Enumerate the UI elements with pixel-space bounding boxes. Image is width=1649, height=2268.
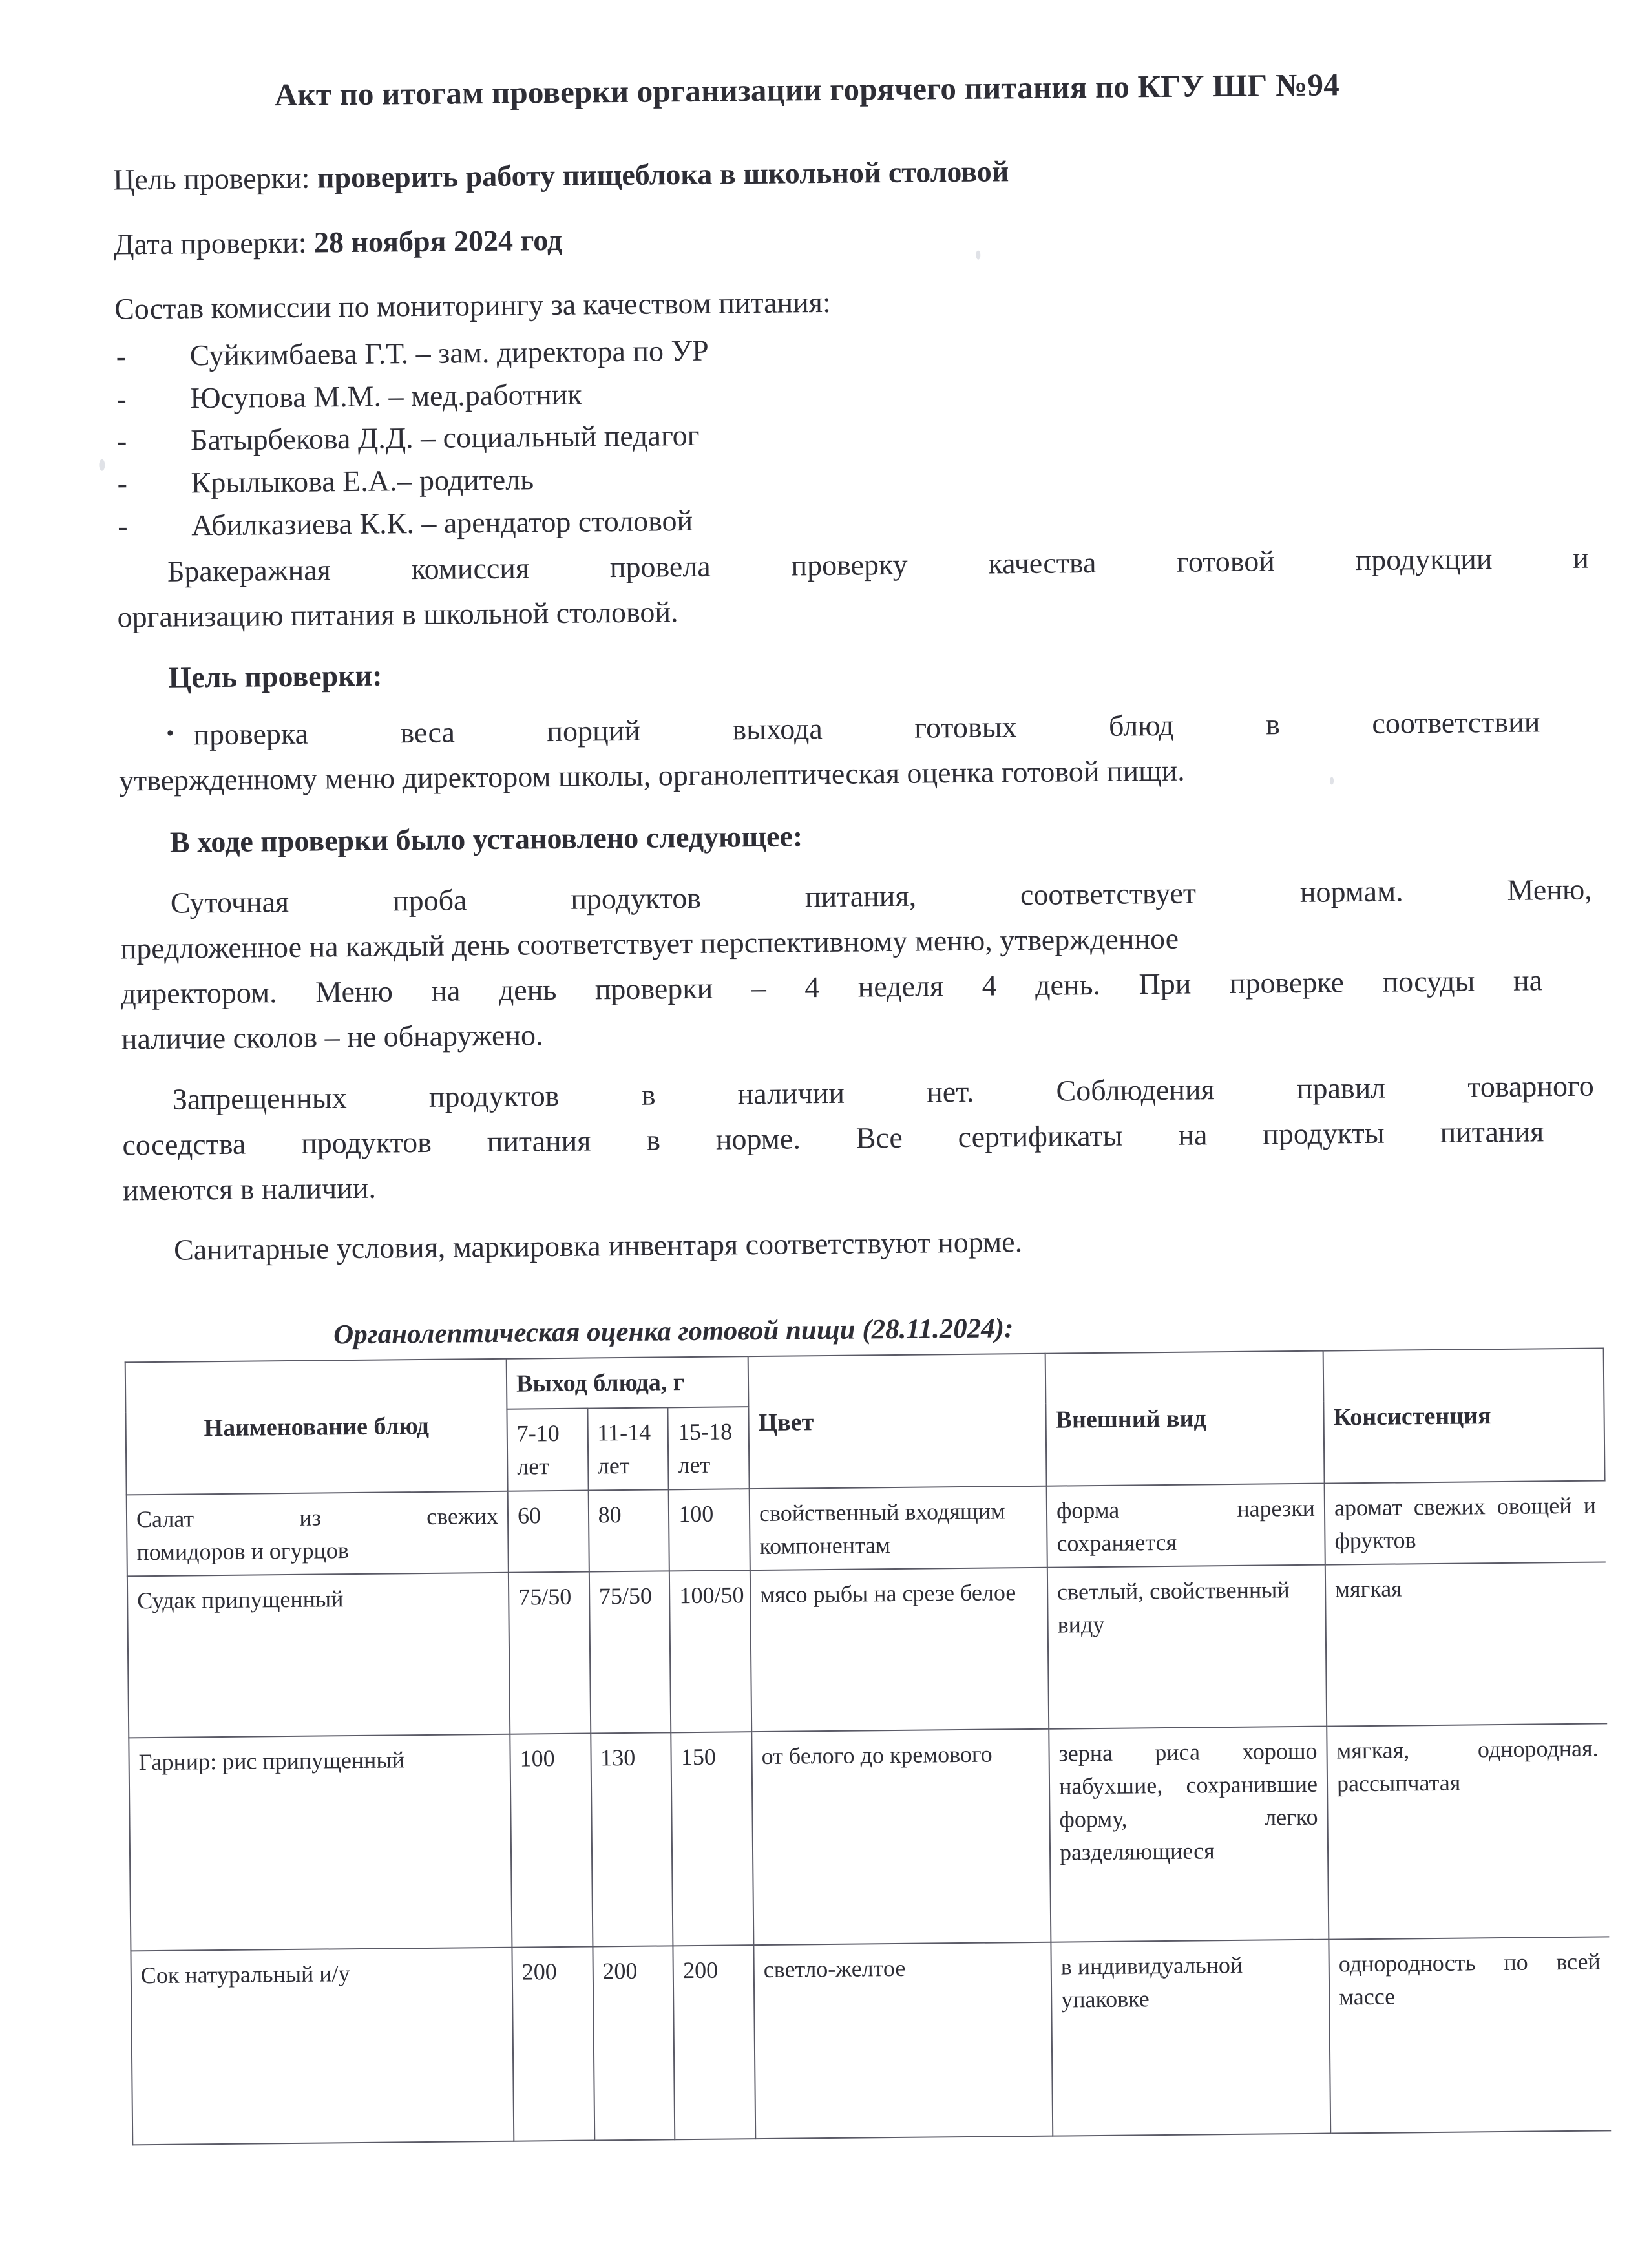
- commission-member: Батырбекова Д.Д. – социальный педагог: [190, 419, 700, 457]
- cell-age-7-10: 60: [508, 1490, 589, 1572]
- cell-color: от белого до кремового: [751, 1729, 1051, 1945]
- word: Все: [856, 1120, 903, 1155]
- word: неделя: [857, 969, 944, 1003]
- word: веса: [400, 715, 456, 750]
- word: Меню,: [1507, 872, 1592, 907]
- word: на: [431, 974, 461, 1007]
- dash-bullet-icon: -: [118, 509, 128, 543]
- th-age-11-14: 11-14 лет: [587, 1408, 669, 1490]
- dash-bullet-icon: -: [116, 424, 127, 457]
- cell-age-7-10: 75/50: [509, 1571, 591, 1734]
- word: порций: [547, 714, 641, 748]
- p1-line-2: предложенное на каждый день соответствует перспективному меню, утвержденное: [120, 921, 1179, 965]
- word: норме.: [715, 1122, 801, 1156]
- dash-bullet-icon: -: [117, 467, 128, 500]
- list-item: [118, 700, 1540, 804]
- commission-member: Юсупова М.М. – мед.работник: [190, 377, 582, 414]
- word: проба: [392, 883, 467, 918]
- word: При: [1139, 967, 1192, 1001]
- word: Соблюдения: [1056, 1072, 1215, 1108]
- table-row: [129, 1723, 1609, 1951]
- word: комиссия: [411, 551, 530, 585]
- table-row: [127, 1480, 1606, 1576]
- cell-appearance: светлый, свойственный виду: [1047, 1564, 1327, 1728]
- findings-heading: В ходе проверки было установлено следующее:: [169, 819, 803, 859]
- dish-name-line-2: помидоров и огурцов: [136, 1537, 349, 1565]
- word: питания,: [804, 879, 917, 914]
- word: на: [1178, 1118, 1208, 1151]
- cell-age-11-14: 75/50: [589, 1571, 671, 1733]
- th-output-group: Выход блюда, г: [507, 1357, 749, 1410]
- word: день: [498, 972, 557, 1007]
- p1-line-4: наличие сколов – не обнаружено.: [121, 1018, 543, 1056]
- word: в: [646, 1123, 661, 1157]
- cell-age-11-14: 200: [593, 1946, 675, 2140]
- word: соседства: [122, 1127, 246, 1162]
- table-row: [131, 1937, 1611, 2145]
- commission-member: Абилказиева К.К. – арендатор столовой: [191, 503, 693, 542]
- word: день.: [1035, 967, 1101, 1002]
- word: продукты: [1262, 1116, 1385, 1151]
- th-appearance: Внешний вид: [1045, 1351, 1325, 1486]
- intro-paragraph: [117, 536, 1590, 640]
- dish-name-line-1: [136, 1499, 498, 1535]
- date-value: 28 ноября 2024 год: [313, 223, 563, 259]
- word: свежих: [426, 1502, 499, 1529]
- th-age-15-18: 15-18 лет: [668, 1407, 750, 1489]
- word: нормам.: [1299, 874, 1403, 909]
- word: 4: [804, 971, 820, 1004]
- cell-consistency: мягкая: [1325, 1562, 1607, 1726]
- cell-color: свойственный входящим компонентам: [750, 1486, 1047, 1570]
- cell-dish-name: Гарнир: рис припущенный: [129, 1734, 512, 1951]
- word: правил: [1296, 1071, 1386, 1105]
- word: нет.: [926, 1075, 974, 1109]
- intro-line-2: организацию питания в школьной столовой.: [117, 594, 678, 634]
- commission-member: Крылыкова Е.А.– родитель: [191, 463, 534, 499]
- word: из: [299, 1504, 322, 1531]
- p2-line-3: имеются в наличии.: [122, 1171, 377, 1207]
- word: качества: [988, 545, 1097, 580]
- commission-heading: Состав комиссии по мониторингу за качеством питания:: [114, 285, 831, 326]
- findings-paragraph-3: Санитарные условия, маркировка инвентаря соответствуют норме.: [173, 1225, 1023, 1267]
- purpose-line: [113, 143, 1535, 202]
- word: питания: [487, 1124, 591, 1158]
- word: блюд: [1108, 709, 1174, 743]
- word: наличии: [737, 1076, 845, 1111]
- cell-age-15-18: 150: [671, 1732, 754, 1946]
- word: проверка: [193, 717, 309, 751]
- cell-appearance: зерна риса хорошо набухшие, сохранившие форму, легко разделяющиеся: [1049, 1726, 1329, 1942]
- cell-consistency: мягкая, однородная. рассыпчатая: [1327, 1723, 1609, 1939]
- cell-age-15-18: 100: [669, 1489, 750, 1571]
- word: Меню: [315, 974, 394, 1009]
- commission-list: [114, 323, 1538, 545]
- purpose-label: Цель проверки:: [112, 161, 310, 196]
- word: провела: [609, 549, 711, 583]
- word: в: [641, 1078, 656, 1111]
- word: продукции: [1355, 541, 1493, 576]
- cell-age-11-14: 130: [591, 1732, 673, 1946]
- word: готовой: [1176, 543, 1276, 578]
- word: –: [751, 971, 766, 1005]
- word: на: [1513, 963, 1543, 997]
- document-body: [112, 64, 1601, 2145]
- word: соответствии: [1372, 705, 1540, 740]
- date-label: Дата проверки:: [113, 226, 307, 261]
- cell-dish-name: [127, 1491, 509, 1576]
- cell-color: мясо рыбы на срезе белое: [750, 1568, 1049, 1732]
- table-header-row: [125, 1349, 1604, 1413]
- cell-age-7-10: 100: [510, 1733, 593, 1947]
- word: Бракеражная: [167, 553, 331, 588]
- word: Салат: [136, 1505, 194, 1532]
- word: Запрещенных: [172, 1080, 347, 1116]
- cell-age-15-18: 100/50: [669, 1570, 751, 1732]
- word: проверке: [1229, 965, 1345, 1000]
- cell-consistency: аромат свежих овощей и фруктов: [1325, 1480, 1606, 1564]
- cell-dish-name: Судак припущенный: [127, 1573, 510, 1738]
- page-title: Акт по итогам проверки организации горячего питания по КГУ ШГ №94: [274, 67, 1340, 113]
- word: соответствует: [1020, 876, 1197, 912]
- word: проверки: [594, 971, 713, 1006]
- cell-age-7-10: 200: [512, 1946, 594, 2141]
- aims-list: [118, 700, 1540, 804]
- th-consistency: Консистенция: [1323, 1349, 1605, 1483]
- word: продуктов: [300, 1125, 432, 1160]
- cell-dish-name: Сок натуральный и/у: [131, 1947, 514, 2145]
- th-color: Цвет: [748, 1354, 1047, 1489]
- dash-bullet-icon: -: [116, 339, 127, 373]
- bullet-icon: •: [166, 722, 174, 746]
- table-caption: Органолептическая оценка готовой пищи (28.11.2024):: [333, 1313, 1014, 1350]
- aim-line-2: утвержденному меню директором школы, органолептическая оценка готовой пищи.: [118, 753, 1185, 797]
- date-line: [114, 208, 1536, 267]
- word: в: [1265, 708, 1281, 741]
- commission-member: Суйкимбаева Г.Т. – зам. директора по УР: [189, 333, 709, 372]
- word: посуды: [1382, 964, 1475, 998]
- word: сертификаты: [958, 1118, 1123, 1153]
- word: Суточная: [170, 885, 289, 919]
- aims-heading: Цель проверки:: [168, 658, 383, 694]
- cell-appearance: форма нарезки сохраняется: [1047, 1483, 1325, 1567]
- findings-paragraph-2: [121, 1064, 1594, 1213]
- word: продуктов: [428, 1078, 560, 1113]
- th-age-7-10: 7-10 лет: [507, 1409, 588, 1491]
- cell-consistency: однородность по всей массе: [1329, 1937, 1611, 2133]
- word: готовых: [914, 710, 1017, 745]
- word: директором.: [120, 976, 277, 1011]
- word: 4: [982, 969, 997, 1002]
- th-dish-name: Наименование блюд: [125, 1359, 508, 1495]
- organoleptic-table: [125, 1348, 1612, 2145]
- dash-bullet-icon: -: [116, 381, 127, 415]
- table-row: [127, 1562, 1607, 1738]
- cell-age-15-18: 200: [673, 1945, 756, 2139]
- cell-appearance: в индивидуальной упаковке: [1051, 1939, 1330, 2136]
- word: продуктов: [571, 881, 702, 916]
- scan-speck: [99, 459, 105, 471]
- findings-paragraph-1: [120, 867, 1592, 1062]
- word: и: [1572, 541, 1590, 574]
- word: питания: [1440, 1115, 1544, 1149]
- purpose-value: проверить работу пищеблока в школьной столовой: [317, 154, 1009, 194]
- cell-age-11-14: 80: [588, 1489, 669, 1571]
- table-body: [127, 1480, 1612, 2145]
- word: проверку: [791, 547, 908, 582]
- cell-color: светло-желтое: [753, 1942, 1053, 2138]
- table-head: [125, 1349, 1605, 1495]
- word: выхода: [732, 712, 823, 746]
- word: товарного: [1467, 1069, 1594, 1104]
